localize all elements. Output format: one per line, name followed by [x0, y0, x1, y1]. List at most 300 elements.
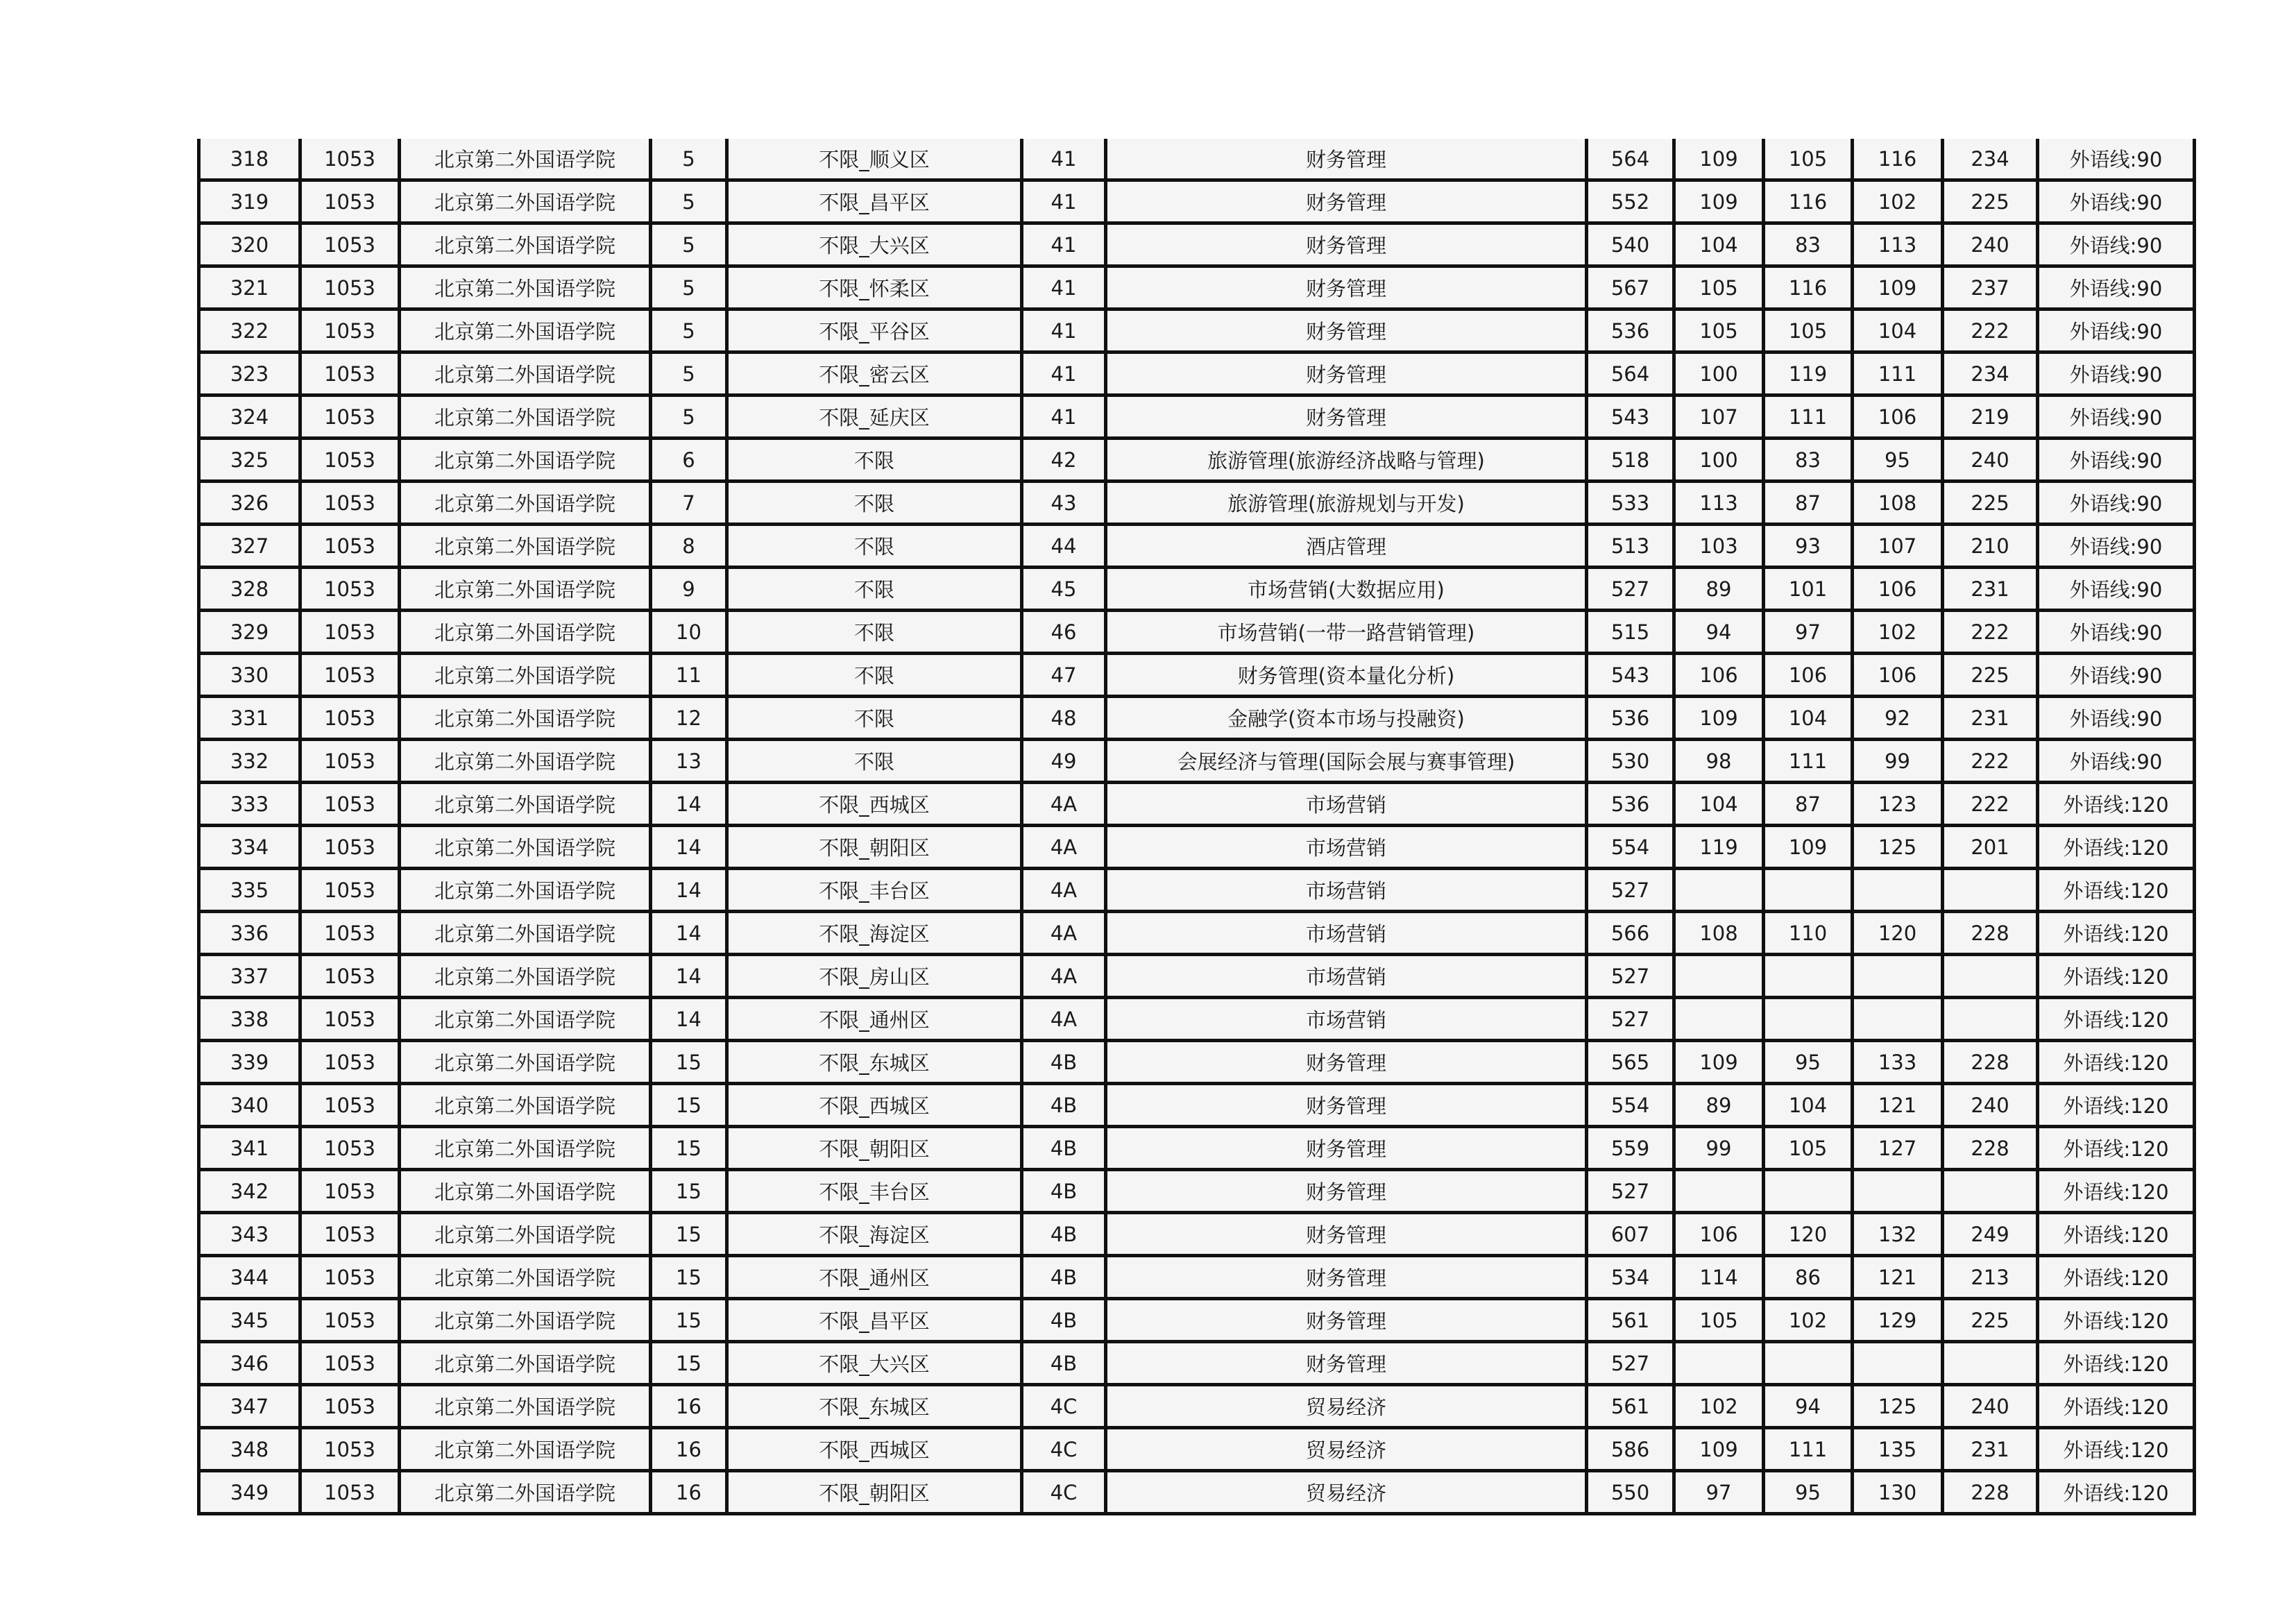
- school-name-cell: 北京第二外国语学院: [400, 697, 651, 740]
- school-code-cell: 1053: [300, 396, 400, 439]
- foreign-language-line-cell: 外语线:120: [2038, 826, 2195, 869]
- table-row: [199, 309, 2195, 352]
- total-score-cell: 564: [1587, 139, 1674, 180]
- subject-score-1-cell: 109: [1674, 139, 1764, 180]
- subject-score-4-cell: 240: [1943, 223, 2038, 266]
- subject-score-4-cell: 234: [1943, 139, 2038, 180]
- school-name-cell: 北京第二外国语学院: [400, 1342, 651, 1385]
- school-name-cell: 北京第二外国语学院: [400, 568, 651, 611]
- foreign-language-line-cell: 外语线:90: [2038, 223, 2195, 266]
- subject-score-2-cell: 104: [1764, 697, 1853, 740]
- group-code-cell: 5: [651, 223, 727, 266]
- table-row: [199, 998, 2195, 1041]
- restriction-cell: 不限_丰台区: [727, 1170, 1022, 1213]
- restriction-cell: 不限: [727, 740, 1022, 783]
- major-name-cell: 市场营销: [1106, 826, 1587, 869]
- school-code-cell: 1053: [300, 568, 400, 611]
- total-score-cell: 527: [1587, 998, 1674, 1041]
- subject-score-1-cell: 108: [1674, 912, 1764, 955]
- major-code-cell: 4A: [1022, 998, 1106, 1041]
- major-code-cell: 44: [1022, 525, 1106, 568]
- group-code-cell: 14: [651, 826, 727, 869]
- major-name-cell: 市场营销(大数据应用): [1106, 568, 1587, 611]
- school-name-cell: 北京第二外国语学院: [400, 266, 651, 309]
- row-index-cell: 340: [199, 1084, 300, 1127]
- group-code-cell: 15: [651, 1342, 727, 1385]
- school-name-cell: 北京第二外国语学院: [400, 1213, 651, 1256]
- foreign-language-line-cell: 外语线:90: [2038, 654, 2195, 697]
- subject-score-2-cell: 87: [1764, 482, 1853, 525]
- subject-score-1-cell: 104: [1674, 223, 1764, 266]
- group-code-cell: 9: [651, 568, 727, 611]
- table-row: [199, 266, 2195, 309]
- school-code-cell: 1053: [300, 525, 400, 568]
- subject-score-2-cell: [1764, 1170, 1853, 1213]
- restriction-cell: 不限_朝阳区: [727, 1127, 1022, 1170]
- subject-score-2-cell: 86: [1764, 1256, 1853, 1299]
- foreign-language-line-cell: 外语线:120: [2038, 1170, 2195, 1213]
- subject-score-4-cell: 201: [1943, 826, 2038, 869]
- subject-score-2-cell: 116: [1764, 266, 1853, 309]
- restriction-cell: 不限_西城区: [727, 1084, 1022, 1127]
- school-code-cell: 1053: [300, 611, 400, 654]
- school-code-cell: 1053: [300, 1041, 400, 1084]
- row-index-cell: 348: [199, 1428, 300, 1471]
- major-code-cell: 41: [1022, 223, 1106, 266]
- subject-score-1-cell: 100: [1674, 439, 1764, 482]
- school-code-cell: 1053: [300, 869, 400, 912]
- foreign-language-line-cell: 外语线:120: [2038, 1213, 2195, 1256]
- major-name-cell: 金融学(资本市场与投融资): [1106, 697, 1587, 740]
- row-index-cell: 338: [199, 998, 300, 1041]
- total-score-cell: 559: [1587, 1127, 1674, 1170]
- row-index-cell: 325: [199, 439, 300, 482]
- subject-score-4-cell: [1943, 1342, 2038, 1385]
- subject-score-4-cell: 240: [1943, 1385, 2038, 1428]
- group-code-cell: 14: [651, 955, 727, 998]
- total-score-cell: 550: [1587, 1471, 1674, 1514]
- subject-score-4-cell: 225: [1943, 654, 2038, 697]
- table-row: [199, 1342, 2195, 1385]
- subject-score-2-cell: 97: [1764, 611, 1853, 654]
- group-code-cell: 5: [651, 180, 727, 223]
- table-row: [199, 180, 2195, 223]
- group-code-cell: 6: [651, 439, 727, 482]
- major-code-cell: 4B: [1022, 1342, 1106, 1385]
- group-code-cell: 16: [651, 1385, 727, 1428]
- subject-score-4-cell: [1943, 869, 2038, 912]
- major-name-cell: 贸易经济: [1106, 1385, 1587, 1428]
- subject-score-4-cell: 228: [1943, 1471, 2038, 1514]
- subject-score-3-cell: 135: [1853, 1428, 1943, 1471]
- row-index-cell: 327: [199, 525, 300, 568]
- school-code-cell: 1053: [300, 1428, 400, 1471]
- table-row: [199, 1127, 2195, 1170]
- major-name-cell: 市场营销: [1106, 783, 1587, 826]
- major-name-cell: 财务管理: [1106, 309, 1587, 352]
- restriction-cell: 不限_朝阳区: [727, 1471, 1022, 1514]
- subject-score-3-cell: 104: [1853, 309, 1943, 352]
- row-index-cell: 321: [199, 266, 300, 309]
- subject-score-2-cell: 83: [1764, 223, 1853, 266]
- row-index-cell: 318: [199, 139, 300, 180]
- foreign-language-line-cell: 外语线:90: [2038, 266, 2195, 309]
- major-code-cell: 4A: [1022, 783, 1106, 826]
- school-code-cell: 1053: [300, 740, 400, 783]
- restriction-cell: 不限_东城区: [727, 1385, 1022, 1428]
- row-index-cell: 334: [199, 826, 300, 869]
- school-name-cell: 北京第二外国语学院: [400, 611, 651, 654]
- total-score-cell: 564: [1587, 352, 1674, 396]
- table-row: [199, 439, 2195, 482]
- foreign-language-line-cell: 外语线:120: [2038, 998, 2195, 1041]
- subject-score-4-cell: 225: [1943, 180, 2038, 223]
- row-index-cell: 343: [199, 1213, 300, 1256]
- school-name-cell: 北京第二外国语学院: [400, 783, 651, 826]
- major-name-cell: 财务管理: [1106, 180, 1587, 223]
- total-score-cell: 533: [1587, 482, 1674, 525]
- subject-score-4-cell: 228: [1943, 1127, 2038, 1170]
- group-code-cell: 15: [651, 1299, 727, 1342]
- group-code-cell: 5: [651, 352, 727, 396]
- major-name-cell: 市场营销(一带一路营销管理): [1106, 611, 1587, 654]
- subject-score-2-cell: 106: [1764, 654, 1853, 697]
- school-code-cell: 1053: [300, 1213, 400, 1256]
- school-code-cell: 1053: [300, 826, 400, 869]
- subject-score-2-cell: 105: [1764, 309, 1853, 352]
- table-row: [199, 139, 2195, 180]
- group-code-cell: 5: [651, 396, 727, 439]
- subject-score-4-cell: [1943, 955, 2038, 998]
- total-score-cell: 536: [1587, 309, 1674, 352]
- group-code-cell: 7: [651, 482, 727, 525]
- subject-score-2-cell: 95: [1764, 1041, 1853, 1084]
- major-name-cell: 旅游管理(旅游规划与开发): [1106, 482, 1587, 525]
- major-name-cell: 财务管理: [1106, 1170, 1587, 1213]
- subject-score-3-cell: 109: [1853, 266, 1943, 309]
- school-name-cell: 北京第二外国语学院: [400, 869, 651, 912]
- subject-score-1-cell: 102: [1674, 1385, 1764, 1428]
- row-index-cell: 339: [199, 1041, 300, 1084]
- subject-score-3-cell: 106: [1853, 654, 1943, 697]
- foreign-language-line-cell: 外语线:90: [2038, 439, 2195, 482]
- subject-score-1-cell: 106: [1674, 654, 1764, 697]
- restriction-cell: 不限_昌平区: [727, 1299, 1022, 1342]
- restriction-cell: 不限_房山区: [727, 955, 1022, 998]
- table-row: [199, 1428, 2195, 1471]
- subject-score-1-cell: 119: [1674, 826, 1764, 869]
- subject-score-3-cell: 106: [1853, 396, 1943, 439]
- subject-score-4-cell: 222: [1943, 611, 2038, 654]
- total-score-cell: 515: [1587, 611, 1674, 654]
- major-code-cell: 42: [1022, 439, 1106, 482]
- total-score-cell: 586: [1587, 1428, 1674, 1471]
- subject-score-2-cell: [1764, 1342, 1853, 1385]
- total-score-cell: 540: [1587, 223, 1674, 266]
- total-score-cell: 530: [1587, 740, 1674, 783]
- subject-score-3-cell: 132: [1853, 1213, 1943, 1256]
- table-row: [199, 783, 2195, 826]
- restriction-cell: 不限_大兴区: [727, 1342, 1022, 1385]
- row-index-cell: 342: [199, 1170, 300, 1213]
- subject-score-1-cell: 109: [1674, 1041, 1764, 1084]
- subject-score-4-cell: 249: [1943, 1213, 2038, 1256]
- group-code-cell: 10: [651, 611, 727, 654]
- subject-score-4-cell: 240: [1943, 1084, 2038, 1127]
- school-name-cell: 北京第二外国语学院: [400, 1127, 651, 1170]
- total-score-cell: 561: [1587, 1385, 1674, 1428]
- group-code-cell: 16: [651, 1428, 727, 1471]
- restriction-cell: 不限_通州区: [727, 998, 1022, 1041]
- school-name-cell: 北京第二外国语学院: [400, 998, 651, 1041]
- subject-score-2-cell: [1764, 998, 1853, 1041]
- restriction-cell: 不限: [727, 697, 1022, 740]
- school-code-cell: 1053: [300, 783, 400, 826]
- group-code-cell: 14: [651, 783, 727, 826]
- subject-score-4-cell: 222: [1943, 309, 2038, 352]
- major-name-cell: 市场营销: [1106, 955, 1587, 998]
- foreign-language-line-cell: 外语线:90: [2038, 740, 2195, 783]
- subject-score-3-cell: 107: [1853, 525, 1943, 568]
- subject-score-1-cell: [1674, 1342, 1764, 1385]
- subject-score-2-cell: 111: [1764, 1428, 1853, 1471]
- subject-score-3-cell: 125: [1853, 826, 1943, 869]
- subject-score-1-cell: 100: [1674, 352, 1764, 396]
- total-score-cell: 518: [1587, 439, 1674, 482]
- restriction-cell: 不限: [727, 482, 1022, 525]
- major-name-cell: 财务管理: [1106, 223, 1587, 266]
- row-index-cell: 332: [199, 740, 300, 783]
- major-code-cell: 41: [1022, 266, 1106, 309]
- group-code-cell: 5: [651, 139, 727, 180]
- subject-score-1-cell: [1674, 869, 1764, 912]
- major-name-cell: 财务管理: [1106, 1213, 1587, 1256]
- school-name-cell: 北京第二外国语学院: [400, 1299, 651, 1342]
- major-name-cell: 旅游管理(旅游经济战略与管理): [1106, 439, 1587, 482]
- school-code-cell: 1053: [300, 139, 400, 180]
- group-code-cell: 14: [651, 998, 727, 1041]
- school-code-cell: 1053: [300, 955, 400, 998]
- school-code-cell: 1053: [300, 1299, 400, 1342]
- major-code-cell: 46: [1022, 611, 1106, 654]
- subject-score-1-cell: 89: [1674, 1084, 1764, 1127]
- subject-score-2-cell: 109: [1764, 826, 1853, 869]
- major-code-cell: 4C: [1022, 1471, 1106, 1514]
- foreign-language-line-cell: 外语线:90: [2038, 139, 2195, 180]
- subject-score-4-cell: 213: [1943, 1256, 2038, 1299]
- foreign-language-line-cell: 外语线:120: [2038, 1428, 2195, 1471]
- total-score-cell: 536: [1587, 697, 1674, 740]
- table-row: [199, 1084, 2195, 1127]
- total-score-cell: 561: [1587, 1299, 1674, 1342]
- group-code-cell: 15: [651, 1170, 727, 1213]
- group-code-cell: 14: [651, 912, 727, 955]
- foreign-language-line-cell: 外语线:90: [2038, 180, 2195, 223]
- total-score-cell: 527: [1587, 568, 1674, 611]
- subject-score-2-cell: 83: [1764, 439, 1853, 482]
- school-code-cell: 1053: [300, 266, 400, 309]
- major-code-cell: 48: [1022, 697, 1106, 740]
- subject-score-2-cell: 94: [1764, 1385, 1853, 1428]
- major-name-cell: 财务管理: [1106, 1127, 1587, 1170]
- subject-score-1-cell: 97: [1674, 1471, 1764, 1514]
- subject-score-4-cell: 222: [1943, 740, 2038, 783]
- row-index-cell: 344: [199, 1256, 300, 1299]
- major-code-cell: 41: [1022, 396, 1106, 439]
- table-row: [199, 1213, 2195, 1256]
- foreign-language-line-cell: 外语线:120: [2038, 1084, 2195, 1127]
- major-code-cell: 4B: [1022, 1299, 1106, 1342]
- restriction-cell: 不限_大兴区: [727, 223, 1022, 266]
- row-index-cell: 328: [199, 568, 300, 611]
- subject-score-4-cell: 228: [1943, 912, 2038, 955]
- subject-score-1-cell: 109: [1674, 180, 1764, 223]
- restriction-cell: 不限_东城区: [727, 1041, 1022, 1084]
- school-name-cell: 北京第二外国语学院: [400, 1041, 651, 1084]
- table-row: [199, 396, 2195, 439]
- subject-score-3-cell: 121: [1853, 1256, 1943, 1299]
- group-code-cell: 15: [651, 1041, 727, 1084]
- subject-score-3-cell: 125: [1853, 1385, 1943, 1428]
- subject-score-3-cell: 102: [1853, 611, 1943, 654]
- restriction-cell: 不限_密云区: [727, 352, 1022, 396]
- subject-score-1-cell: 99: [1674, 1127, 1764, 1170]
- major-code-cell: 4B: [1022, 1256, 1106, 1299]
- subject-score-2-cell: 111: [1764, 396, 1853, 439]
- major-code-cell: 45: [1022, 568, 1106, 611]
- group-code-cell: 13: [651, 740, 727, 783]
- school-name-cell: 北京第二外国语学院: [400, 1428, 651, 1471]
- total-score-cell: 527: [1587, 869, 1674, 912]
- school-name-cell: 北京第二外国语学院: [400, 912, 651, 955]
- subject-score-4-cell: 237: [1943, 266, 2038, 309]
- restriction-cell: 不限: [727, 654, 1022, 697]
- subject-score-3-cell: [1853, 1342, 1943, 1385]
- subject-score-1-cell: 109: [1674, 1428, 1764, 1471]
- subject-score-1-cell: [1674, 1170, 1764, 1213]
- row-index-cell: 324: [199, 396, 300, 439]
- group-code-cell: 5: [651, 266, 727, 309]
- foreign-language-line-cell: 外语线:120: [2038, 1299, 2195, 1342]
- school-name-cell: 北京第二外国语学院: [400, 740, 651, 783]
- group-code-cell: 16: [651, 1471, 727, 1514]
- table-row: [199, 955, 2195, 998]
- school-name-cell: 北京第二外国语学院: [400, 1256, 651, 1299]
- major-name-cell: 市场营销: [1106, 869, 1587, 912]
- restriction-cell: 不限: [727, 611, 1022, 654]
- foreign-language-line-cell: 外语线:90: [2038, 697, 2195, 740]
- restriction-cell: 不限_怀柔区: [727, 266, 1022, 309]
- school-code-cell: 1053: [300, 1256, 400, 1299]
- subject-score-1-cell: 114: [1674, 1256, 1764, 1299]
- table-row: [199, 912, 2195, 955]
- subject-score-2-cell: [1764, 869, 1853, 912]
- table-row: [199, 611, 2195, 654]
- row-index-cell: 345: [199, 1299, 300, 1342]
- group-code-cell: 11: [651, 654, 727, 697]
- major-name-cell: 市场营销: [1106, 998, 1587, 1041]
- foreign-language-line-cell: 外语线:90: [2038, 396, 2195, 439]
- restriction-cell: 不限: [727, 439, 1022, 482]
- school-code-cell: 1053: [300, 1170, 400, 1213]
- major-code-cell: 4A: [1022, 826, 1106, 869]
- subject-score-3-cell: 133: [1853, 1041, 1943, 1084]
- foreign-language-line-cell: 外语线:90: [2038, 482, 2195, 525]
- subject-score-3-cell: [1853, 1170, 1943, 1213]
- table-row: [199, 1385, 2195, 1428]
- subject-score-2-cell: 110: [1764, 912, 1853, 955]
- major-code-cell: 47: [1022, 654, 1106, 697]
- major-code-cell: 4B: [1022, 1041, 1106, 1084]
- table-body: [199, 139, 2195, 1514]
- subject-score-4-cell: 219: [1943, 396, 2038, 439]
- major-code-cell: 49: [1022, 740, 1106, 783]
- restriction-cell: 不限_通州区: [727, 1256, 1022, 1299]
- subject-score-3-cell: 95: [1853, 439, 1943, 482]
- school-name-cell: 北京第二外国语学院: [400, 439, 651, 482]
- total-score-cell: 536: [1587, 783, 1674, 826]
- subject-score-2-cell: [1764, 955, 1853, 998]
- total-score-cell: 554: [1587, 1084, 1674, 1127]
- total-score-cell: 527: [1587, 1342, 1674, 1385]
- subject-score-3-cell: 123: [1853, 783, 1943, 826]
- subject-score-4-cell: 210: [1943, 525, 2038, 568]
- table-row: [199, 826, 2195, 869]
- school-name-cell: 北京第二外国语学院: [400, 654, 651, 697]
- major-code-cell: 4B: [1022, 1170, 1106, 1213]
- row-index-cell: 341: [199, 1127, 300, 1170]
- school-code-cell: 1053: [300, 1127, 400, 1170]
- subject-score-3-cell: 116: [1853, 139, 1943, 180]
- group-code-cell: 15: [651, 1084, 727, 1127]
- restriction-cell: 不限_平谷区: [727, 309, 1022, 352]
- school-code-cell: 1053: [300, 998, 400, 1041]
- total-score-cell: 566: [1587, 912, 1674, 955]
- restriction-cell: 不限: [727, 568, 1022, 611]
- row-index-cell: 329: [199, 611, 300, 654]
- subject-score-2-cell: 105: [1764, 139, 1853, 180]
- foreign-language-line-cell: 外语线:120: [2038, 1471, 2195, 1514]
- table-row: [199, 869, 2195, 912]
- subject-score-2-cell: 111: [1764, 740, 1853, 783]
- subject-score-1-cell: 104: [1674, 783, 1764, 826]
- group-code-cell: 15: [651, 1127, 727, 1170]
- total-score-cell: 554: [1587, 826, 1674, 869]
- subject-score-4-cell: 231: [1943, 1428, 2038, 1471]
- subject-score-2-cell: 101: [1764, 568, 1853, 611]
- table-row: [199, 1299, 2195, 1342]
- subject-score-3-cell: 121: [1853, 1084, 1943, 1127]
- subject-score-2-cell: 87: [1764, 783, 1853, 826]
- major-code-cell: 41: [1022, 180, 1106, 223]
- subject-score-3-cell: 92: [1853, 697, 1943, 740]
- subject-score-1-cell: 109: [1674, 697, 1764, 740]
- subject-score-3-cell: 113: [1853, 223, 1943, 266]
- subject-score-3-cell: [1853, 869, 1943, 912]
- major-name-cell: 酒店管理: [1106, 525, 1587, 568]
- major-name-cell: 财务管理: [1106, 139, 1587, 180]
- school-name-cell: 北京第二外国语学院: [400, 482, 651, 525]
- foreign-language-line-cell: 外语线:120: [2038, 912, 2195, 955]
- total-score-cell: 543: [1587, 396, 1674, 439]
- school-name-cell: 北京第二外国语学院: [400, 309, 651, 352]
- school-code-cell: 1053: [300, 439, 400, 482]
- restriction-cell: 不限_朝阳区: [727, 826, 1022, 869]
- major-code-cell: 4C: [1022, 1385, 1106, 1428]
- foreign-language-line-cell: 外语线:90: [2038, 525, 2195, 568]
- foreign-language-line-cell: 外语线:120: [2038, 783, 2195, 826]
- total-score-cell: 565: [1587, 1041, 1674, 1084]
